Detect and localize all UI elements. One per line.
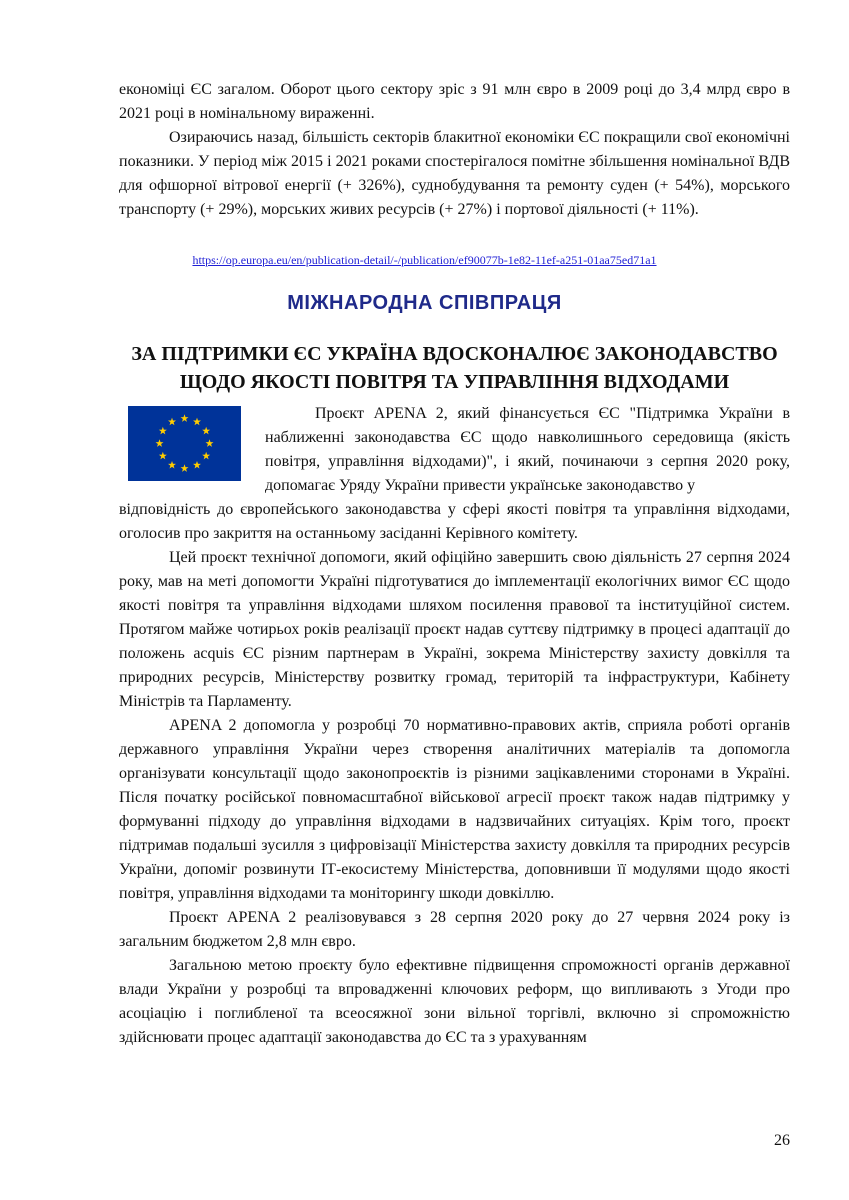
article-intro-part2: відповідність до європейського законодавства у сфері якості повітря та управління відходами, оголосив про закриття на останньому засіданні Керівного комітету. <box>119 501 790 542</box>
article-body <box>119 498 790 1050</box>
source-link-container <box>0 251 849 269</box>
eu-star-icon <box>168 461 176 469</box>
page-number: 26 <box>774 1132 790 1149</box>
article-paragraph-4: Проєкт APENA 2 реалізовувався з 28 серпня 2020 року до 27 червня 2024 року із загальним бюджетом 2,8 млн євро. <box>119 909 790 950</box>
eu-star-icon <box>202 427 210 435</box>
eu-flag-icon <box>128 406 241 481</box>
eu-star-icon <box>156 439 164 447</box>
source-link[interactable]: https://op.europa.eu/en/publication-detail/-/publication/ef90077b-1e82-11ef-a251-01aa75ed71a1 <box>192 253 657 267</box>
eu-star-icon <box>181 464 189 472</box>
eu-star-icon <box>206 439 214 447</box>
top-paragraphs <box>119 78 790 222</box>
article-paragraph-5: Загальною метою проєкту було ефективне підвищення спроможності органів державної влади України у розробці та впровадженні ключових реформ, що випливають з Угоди про асоціацію і поглибленої та всеосяжної зони вільної торгівлі, включно зі спроможністю здійснювати процес адаптації законодавства до ЄС та з урахуванням <box>119 957 790 1046</box>
eu-star-icon <box>181 414 189 422</box>
eu-star-icon <box>159 427 167 435</box>
article-intro-part1: Проєкт APENA 2, який фінансується ЄС "Підтримка України в наближенні законодавства ЄС щодо навколишнього середовища (якість повітря, управління відходами)", і який, починаючи з серпня 2020 року, допомагає Уряду України привести українське законодавство у <box>265 405 790 494</box>
eu-star-icon <box>193 461 201 469</box>
paragraph-continuation: економіці ЄС загалом. Оборот цього сектору зріс з 91 млн євро в 2009 році до 3,4 млрд євро в 2021 році в номінальному вираженні. <box>119 81 790 122</box>
eu-star-icon <box>168 418 176 426</box>
article-paragraph-3: APENA 2 допомогла у розробці 70 нормативно-правових актів, сприяла роботі органів державного управління України через створення аналітичних матеріалів та допомогла організувати консультації щодо законопроєктів із різними зацікавленими сторонами в Україні. Після початку російської повномасштабної військової агресії проєкт також надав підтримку у формуванні підходу до управління відходами в надзвичайних ситуаціях. Крім того, проєкт підтримав подальші зусилля з цифровізації Міністерства захисту довкілля та природних ресурсів України, допоміг розвинути ІТ-екосистему Міністерства, доповнивши її модулями щодо якості повітря, управління відходами та моніторингу шкоди довкіллю. <box>119 717 790 902</box>
eu-star-icon <box>193 418 201 426</box>
eu-star-icon <box>202 452 210 460</box>
eu-flag-stars <box>128 406 241 481</box>
article-paragraph-2: Цей проєкт технічної допомоги, який офіційно завершить свою діяльність 27 серпня 2024 року, мав на меті допомогти Україні підготуватися до імплементації екологічних вимог ЄС щодо якості повітря та управління відходами шляхом посилення правової та інституційної систем. Протягом майже чотирьох років реалізації проєкт надав суттєву підтримку в процесі адаптації до положень acquis ЄС різним партнерам в Україні, зокрема Міністерству захисту довкілля та природних ресурсів, Міністерству розвитку громад, територій та інфраструктури, Кабінету Міністрів та Парламенту. <box>119 549 790 710</box>
section-title: МІЖНАРОДНА СПІВПРАЦЯ <box>287 292 562 314</box>
paragraph-blue-economy: Озираючись назад, більшість секторів блакитної економіки ЄС покращили свої економічні показники. У період між 2015 і 2021 роками спостерігалося помітне збільшення номінальної ВДВ для офшорної вітрової енергії (+ 326%), суднобудування та ремонту суден (+ 54%), морського транспорту (+ 29%), морських живих ресурсів (+ 27%) і портової діяльності (+ 11%). <box>119 129 790 218</box>
eu-star-icon <box>159 452 167 460</box>
article-title: ЗА ПІДТРИМКИ ЄС УКРАЇНА ВДОСКОНАЛЮЄ ЗАКОНОДАВСТВО ЩОДО ЯКОСТІ ПОВІТРЯ ТА УПРАВЛІННЯ ВІДХОДАМИ <box>131 343 778 393</box>
article-intro-float <box>265 402 790 498</box>
